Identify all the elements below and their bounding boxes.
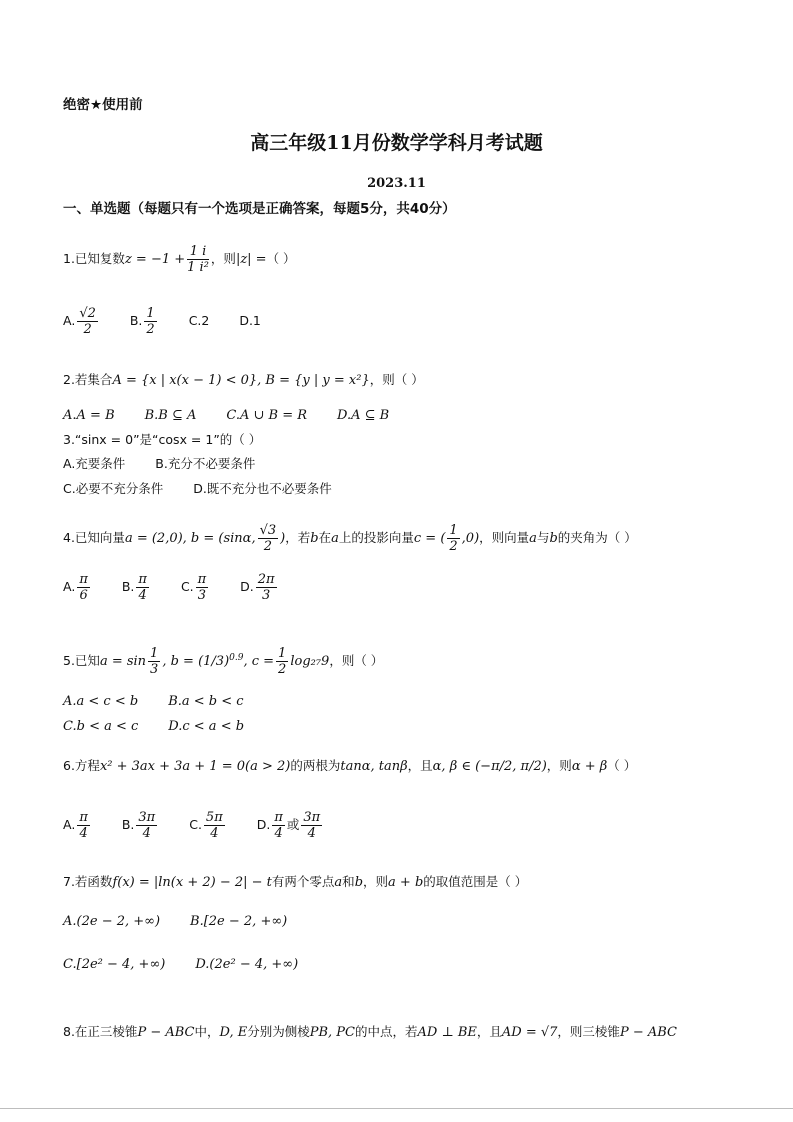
question-7-options-row1 <box>63 912 287 931</box>
question-4-options <box>63 572 279 603</box>
option-a: A.(2e − 2, +∞) <box>63 914 161 929</box>
question-7: 7.若函数f(x) = |ln(x + 2) − 2| − t有两个零点a和b，则a + b的取值范围是（ ） <box>63 874 528 890</box>
section-heading: 一、单选题（每题只有一个选项是正确答案，每题5分，共40分） <box>63 201 456 217</box>
option-a: A. $\frac{√2}{2}$ <box>63 306 96 337</box>
option-b: B.a < b < c <box>168 694 244 709</box>
option-d: D.既不充分也不必要条件 <box>193 481 332 496</box>
option-c: C.A ∪ B = R <box>226 408 308 423</box>
option-c: C. $\frac{5\pi}{4}$ <box>189 810 223 841</box>
question-1-options <box>63 306 261 337</box>
option-a: A.A = B <box>63 408 115 423</box>
question-4: 4.已知向量a = (2,0), b = (sinα, $\frac{√3}{2}$ )，若b在a上的投影向量c = ( $\frac{1}{2}$ ,0)，则向量a与b的夹角为（ ） <box>63 523 637 554</box>
option-b: B. $\frac{3\pi}{4}$ <box>121 810 156 841</box>
question-1: 1.已知复数z = −1 + $\frac{1 i}{\text{1 i²}}$ ，则|z| =（ ） <box>63 244 296 275</box>
option-b: B.[2e − 2, +∞) <box>190 914 288 929</box>
option-a: A.充要条件 <box>63 456 126 471</box>
fraction: $\frac{1 i}{\text{1 i²}}$ <box>187 244 209 275</box>
option-b: B. $\frac{1}{2}$ <box>129 306 155 337</box>
question-6: 6.方程x² + 3ax + 3a + 1 = 0(a > 2)的两根为tanα, tanβ，且α, β ∈ (−π/2, π/2)，则α + β（ ） <box>63 758 637 774</box>
question-5-options-row2 <box>63 717 244 736</box>
option-d: D.A ⊆ B <box>337 408 390 423</box>
option-d: D. $\frac{2\pi}{3}$ <box>240 572 275 603</box>
question-8: 8.在正三棱锥P − ABC中，D, E分别为侧棱PB, PC的中点，若AD ⊥ BE，且AD = √7，则三棱锥P − ABC <box>63 1024 677 1040</box>
option-c: C. $\frac{\pi}{3}$ <box>180 572 207 603</box>
option-b: B.B ⊆ A <box>144 408 197 423</box>
question-5: 5.已知a = sin $\frac{1}{3}$ , $b = (1/3)^{0.9}$, c = $\frac{1}{2}$ log₂₇9，则（ ） <box>63 646 384 677</box>
option-b: B.充分不必要条件 <box>155 456 256 471</box>
option-a: A. $\frac{\pi}{4}$ <box>63 810 88 841</box>
option-c: C.b < a < c <box>63 719 139 734</box>
option-a: A.a < c < b <box>63 694 139 709</box>
option-d: D.c < a < b <box>168 719 245 734</box>
option-a: A. $\frac{\pi}{6}$ <box>63 572 88 603</box>
question-3: 3.“sinx = 0”是“cosx = 1”的（ ） <box>63 432 262 447</box>
option-d: D.1 <box>239 313 261 328</box>
page-bottom-divider <box>0 1108 793 1109</box>
option-c: C.必要不充分条件 <box>63 481 164 496</box>
option-d: D. $\frac{\pi}{4}$ 或 $\frac{3\pi}{4}$ <box>256 810 321 841</box>
question-5-options-row1 <box>63 692 244 711</box>
question-3-options-row2 <box>63 480 332 498</box>
question-7-options-row2 <box>63 955 298 974</box>
exam-date: 2023.11 <box>367 176 426 191</box>
option-b: B. $\frac{\pi}{4}$ <box>121 572 147 603</box>
option-c: C.[2e² − 4, +∞) <box>63 957 166 972</box>
question-3-options-row1 <box>63 455 255 473</box>
option-d: D.(2e² − 4, +∞) <box>195 957 299 972</box>
exam-title: 高三年级11月份数学学科月考试题 <box>250 132 543 154</box>
option-c: C.2 <box>188 313 210 328</box>
confidential-label: 绝密★使用前 <box>63 97 143 113</box>
question-2-options <box>63 406 389 425</box>
question-6-options <box>63 810 324 841</box>
question-2: 2.若集合A = {x | x(x − 1) < 0}, B = {y | y = x²}，则（ ） <box>63 372 424 388</box>
